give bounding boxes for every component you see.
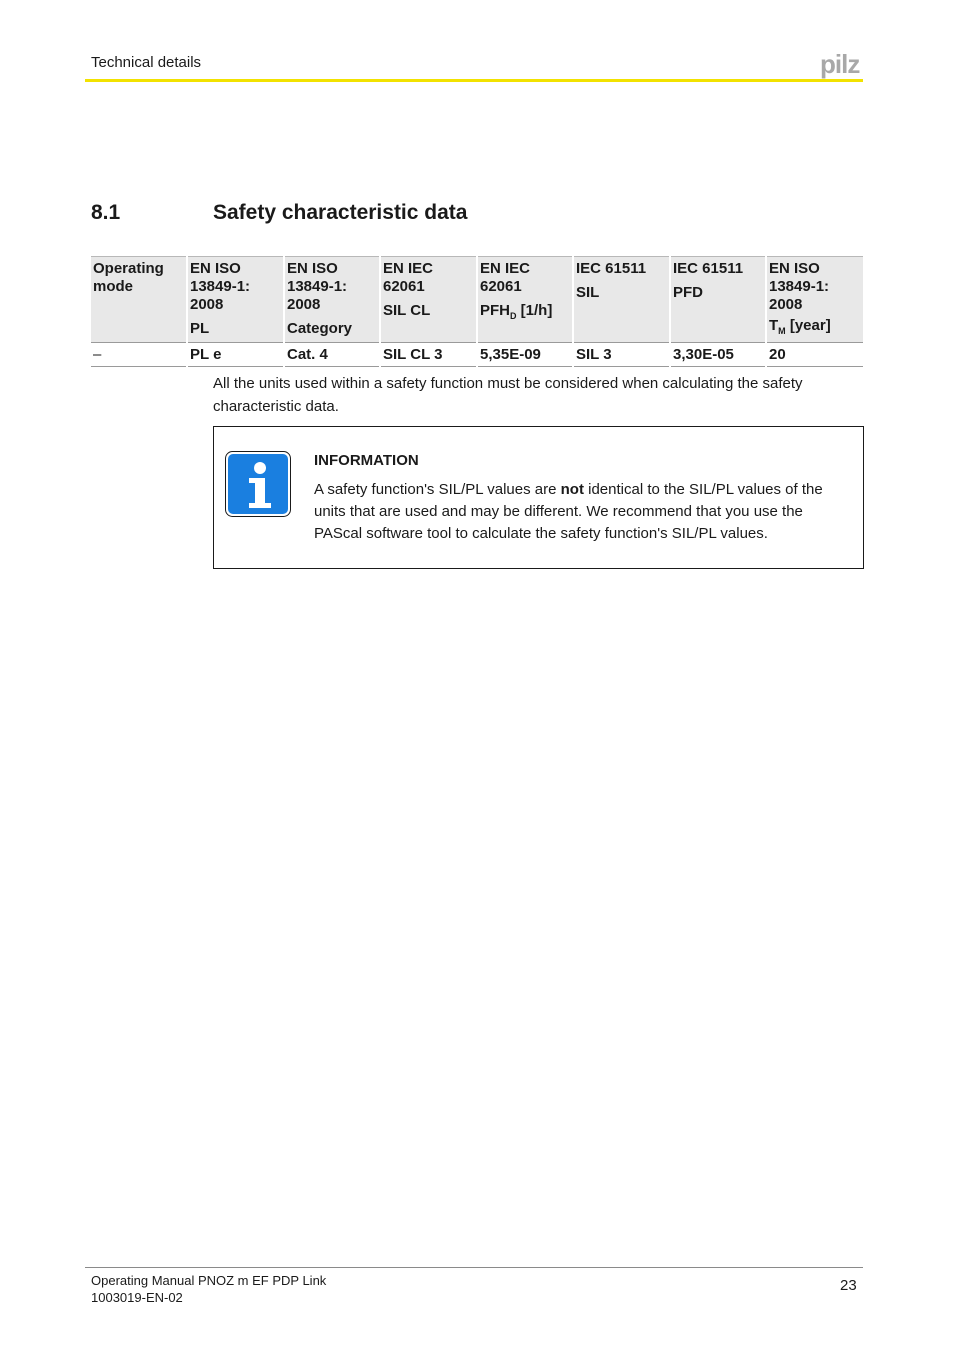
information-box bbox=[213, 426, 864, 569]
table-row bbox=[91, 343, 863, 367]
header-rule bbox=[85, 79, 863, 82]
pilz-logo: pilz bbox=[820, 49, 860, 79]
cell-pl: PL e bbox=[187, 343, 284, 367]
safety-data-table bbox=[91, 256, 863, 367]
section-title: Safety characteristic data bbox=[213, 201, 468, 224]
info-icon bbox=[225, 451, 291, 517]
cell-operating-mode: – bbox=[91, 343, 187, 367]
page-number: 23 bbox=[840, 1277, 857, 1294]
info-text: A safety function's SIL/PL values are not identical to the SIL/PL values of the units that are used and may be different. We recommend that you use the PAScal software tool to calculate the safety function's SIL/PL values. bbox=[314, 481, 823, 542]
section-number: 8.1 bbox=[91, 201, 121, 224]
footer-rule bbox=[85, 1267, 863, 1268]
cell-sil: SIL 3 bbox=[573, 343, 670, 367]
cell-pfd: 3,30E-05 bbox=[670, 343, 766, 367]
footer-doc-number: 1003019-EN-02 bbox=[91, 1290, 183, 1305]
table-header-row bbox=[91, 257, 863, 343]
cell-pfhd: 5,35E-09 bbox=[477, 343, 573, 367]
cell-tm: 20 bbox=[766, 343, 863, 367]
cell-sil-cl: SIL CL 3 bbox=[380, 343, 477, 367]
header-operating-mode: Operating mode bbox=[91, 257, 187, 343]
footer-manual-title: Operating Manual PNOZ m EF PDP Link bbox=[91, 1273, 327, 1288]
header-en-iso-category: EN ISO 13849-1: 2008 Category bbox=[284, 257, 380, 343]
cell-category: Cat. 4 bbox=[284, 343, 380, 367]
header-en-iec-sil-cl: EN IEC 62061 SIL CL bbox=[380, 257, 477, 343]
info-title: INFORMATION bbox=[314, 452, 419, 469]
header-title: Technical details bbox=[91, 54, 202, 71]
note-paragraph: All the units used within a safety function must be considered when calculating the safety characteristic data. bbox=[213, 375, 803, 415]
header-en-iso-pl: EN ISO 13849-1: 2008 PL bbox=[187, 257, 284, 343]
header-iec-sil: IEC 61511 SIL bbox=[573, 257, 670, 343]
header-iec-pfd: IEC 61511 PFD bbox=[670, 257, 766, 343]
header-en-iec-pfhd: EN IEC 62061 $PFH_D$ [1/h] bbox=[477, 257, 573, 343]
header-en-iso-tm: EN ISO 13849-1: 2008 $T_M$ [year] bbox=[766, 257, 863, 343]
